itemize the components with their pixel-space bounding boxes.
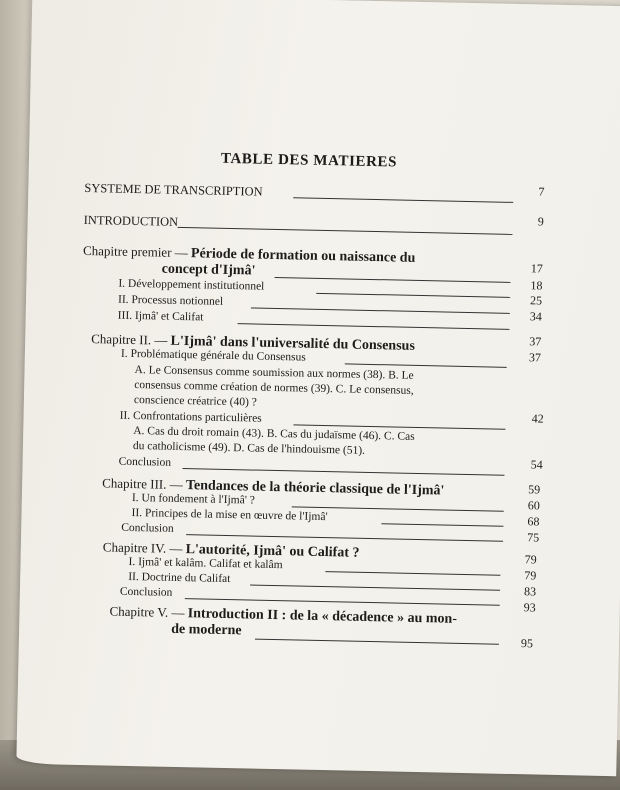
page-number: 83 <box>523 584 537 599</box>
page-number: 37 <box>529 334 542 349</box>
chapter-title-cont: de moderne <box>171 621 242 639</box>
dot-leader <box>325 571 500 576</box>
chapter-title: Introduction II : de la « décadence » au mon- <box>187 606 458 627</box>
page-number: 42 <box>531 411 544 426</box>
dot-leader <box>183 468 505 476</box>
toc-subsection: consensus comme création de normes (39). C. Le consensus, <box>134 379 414 397</box>
dot-leader <box>185 598 500 606</box>
page-title: TABLE DES MATIERES <box>220 150 398 171</box>
page-number: 7 <box>538 184 545 199</box>
toc-subsection: A. Cas du droit romain (43). B. Cas du judaïsme (46). C. Cas <box>133 425 415 443</box>
dot-leader <box>381 523 503 527</box>
dot-leader <box>250 584 500 590</box>
toc-section: II. Confrontations particulières <box>119 409 262 425</box>
chapter-title: L'Ijmâ' dans l'universalité du Consensus <box>170 333 416 354</box>
dot-leader <box>186 534 503 542</box>
dot-leader <box>255 639 499 645</box>
page-number: 79 <box>524 552 537 567</box>
page-number: 18 <box>530 278 543 293</box>
page-number: 93 <box>523 600 536 615</box>
page-number: 25 <box>529 293 543 308</box>
toc-conclusion: Conclusion <box>119 585 173 599</box>
page-number: 79 <box>524 568 537 583</box>
dot-leader <box>251 307 510 313</box>
dot-leader <box>316 293 510 298</box>
page-number: 37 <box>528 350 542 365</box>
page-number: 75 <box>527 530 540 545</box>
toc-conclusion: Conclusion <box>121 521 174 535</box>
chapter-label: Chapitre IV. — <box>102 539 186 557</box>
book-page <box>16 0 620 776</box>
toc-conclusion: Conclusion <box>118 455 172 469</box>
chapter-title: Période de formation ou naissance du <box>190 246 416 266</box>
chapter-label: Chapitre V. — <box>109 603 188 621</box>
chapter-heading-1-cont <box>162 261 256 280</box>
page-number: 59 <box>528 482 541 497</box>
page-number: 34 <box>529 309 542 324</box>
chapter-heading-5 <box>109 604 457 628</box>
page-number: 54 <box>530 457 543 472</box>
toc-section: I. Développement institutionnel <box>118 277 265 293</box>
toc-subsection: A. Le Consensus comme soumission aux normes (38). B. Le <box>134 364 414 382</box>
chapter-heading-5-cont <box>171 621 242 639</box>
page-number: 9 <box>537 214 544 229</box>
toc-section: I. Problématique générale du Consensus <box>120 347 306 364</box>
dot-leader <box>293 197 513 203</box>
toc-section: I. Un fondement à l'Ijmâ' ? <box>131 491 255 507</box>
chapter-label: Chapitre II. — <box>91 331 171 348</box>
page-number: 68 <box>527 514 540 529</box>
chapter-label: Chapitre III. — <box>102 475 187 493</box>
toc-section: II. Processus notionnel <box>117 293 224 308</box>
toc-section: II. Doctrine du Califat <box>128 570 231 586</box>
chapter-label: Chapitre premier — <box>82 242 192 261</box>
dot-leader <box>275 277 511 283</box>
page-number: 95 <box>520 636 534 651</box>
toc-section: III. Ijmâ' et Califat <box>117 309 204 324</box>
dot-leader <box>178 227 513 235</box>
toc-section: II. Principes de la mise en œuvre de l'Ijmâ' <box>131 506 328 524</box>
dot-leader <box>345 363 507 367</box>
chapter-title: Tendances de la théorie classique de l'Ijmâ' <box>185 478 445 499</box>
toc-entry-transcription: SYSTEME DE TRANSCRIPTION <box>84 180 263 199</box>
toc-subsection: conscience créatrice (40) ? <box>133 394 257 409</box>
toc-subsection: du catholicisme (49). D. Cas de l'hindouisme (51). <box>132 440 366 457</box>
dot-leader <box>238 323 510 330</box>
chapter-title: L'autorité, Ijmâ' ou Califat ? <box>185 542 360 561</box>
chapter-title-cont: concept d'Ijmâ' <box>161 261 256 279</box>
page-number: 60 <box>527 498 540 513</box>
toc-entry-introduction: INTRODUCTION <box>83 212 179 229</box>
page-number: 17 <box>530 261 543 276</box>
toc-section: I. Ijmâ' et kalâm. Califat et kalâm <box>128 555 283 572</box>
